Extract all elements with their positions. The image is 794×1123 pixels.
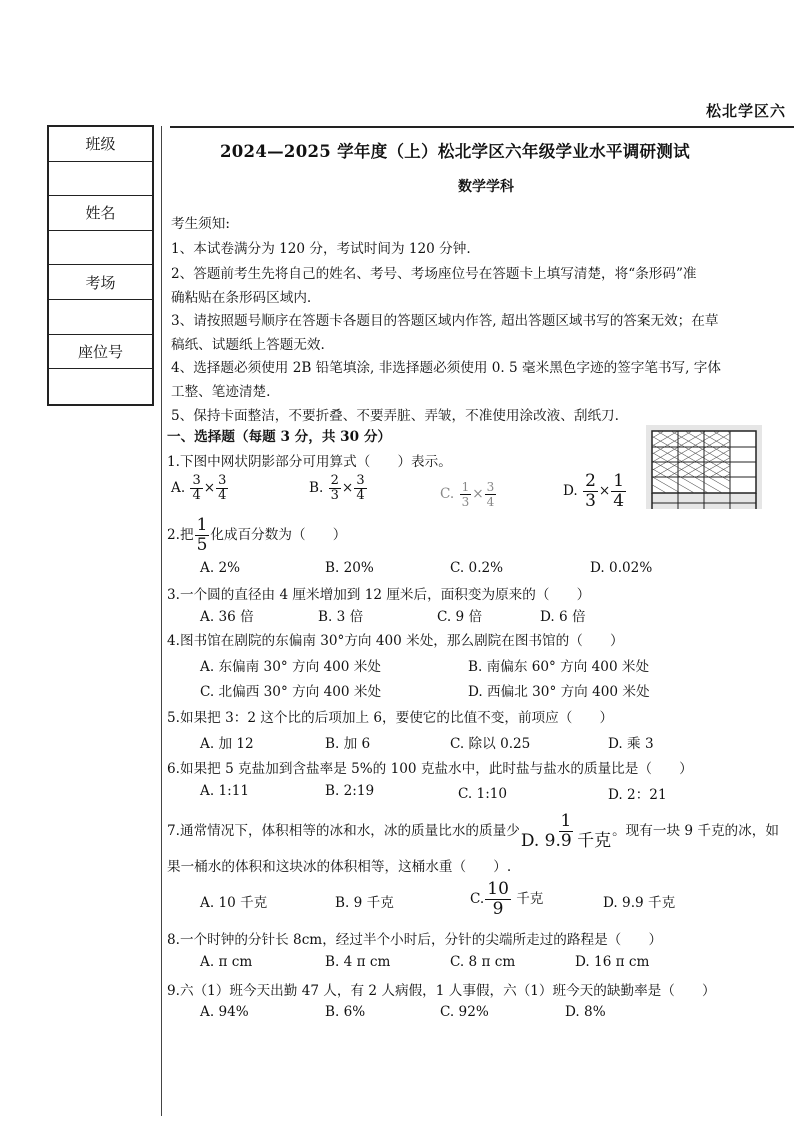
class-label: 班级	[49, 127, 152, 162]
section-heading: 一、选择题（每题 3 分，共 30 分）	[167, 429, 392, 445]
q1-option-c: C. $\frac{1}{3}$ × $\frac{3}{4}$	[440, 480, 495, 509]
q4-option-d: D. 西偏北 30° 方向 400 米处	[468, 684, 650, 700]
exam-room-field[interactable]	[49, 300, 152, 335]
q5-option-c: C. 除以 0.25	[450, 736, 531, 752]
q9-option-d: D. 8%	[565, 1004, 606, 1020]
q3-option-b: B. 3 倍	[318, 609, 364, 625]
q2-option-a: A. 2%	[200, 560, 241, 576]
notice-line: 5、保持卡面整洁，不要折叠、不要弄脏、弄皱，不准使用涂改液、刮纸刀.	[171, 408, 619, 424]
q8-option-c: C. 8 π cm	[450, 954, 516, 970]
q3-option-d: D. 6 倍	[540, 609, 586, 625]
student-info-table	[47, 125, 154, 406]
q3-stem: 3.一个圆的直径由 4 厘米增加到 12 厘米后，面积变为原来的（ ）	[167, 587, 591, 603]
notice-line: 2、答题前考生先将自己的姓名、考号、考场座位号在答题卡上填写清楚，将“条形码”准	[171, 266, 697, 282]
q8-option-a: A. π cm	[200, 954, 253, 970]
seat-field[interactable]	[49, 369, 152, 404]
class-field[interactable]	[49, 162, 152, 197]
exam-room-label: 考场	[49, 265, 152, 300]
notice-line: 1、本试卷满分为 120 分，考试时间为 120 分钟.	[171, 241, 471, 257]
q5-stem: 5.如果把 3：2 这个比的后项加上 6，要使它的比值不变，前项应（ ）	[167, 710, 614, 726]
q2-option-b: B. 20%	[325, 560, 374, 576]
q3-option-c: C. 9 倍	[437, 609, 483, 625]
notice-line: 3、请按照题号顺序在答题卡各题目的答题区域内作答, 超出答题区域书写的答案无效；在草	[171, 313, 719, 329]
q5-option-a: A. 加 12	[200, 736, 254, 752]
q7-option-c: C. $\frac{10}{9}$ 千克	[470, 879, 544, 919]
q5-option-b: B. 加 6	[325, 736, 371, 752]
q1-option-a: A. $\frac{3}{4}$ × $\frac{3}{4}$	[171, 473, 227, 503]
notice-line: 4、选择题必须使用 2B 铅笔填涂, 非选择题必须使用 0. 5 毫米黑色字迹的签字笔书写, 字体	[171, 360, 721, 376]
page-title: 2024—2025 学年度（上）松北学区六年级学业水平调研测试	[220, 142, 690, 161]
binding-rule	[161, 126, 162, 1116]
q6-option-a: A. 1:11	[200, 783, 249, 799]
q2-option-c: C. 0.2%	[450, 560, 504, 576]
q7-stem: 7.通常情况下，体积相等的冰和水，冰的质量比水的质量少 $\frac{1}{\text{D. 9.9 千克}}$ 。现有一块 9 千克的冰，如	[167, 811, 779, 851]
q9-stem: 9.六（1）班今天出勤 47 人，有 2 人病假，1 人事假，六（1）班今天的缺勤率是（ ）	[167, 983, 716, 999]
notice-line: 工整、笔迹清楚.	[171, 384, 271, 400]
q1-hatched-rectangle-figure	[646, 425, 762, 509]
q7-option-d: D. 9.9 千克	[603, 895, 676, 911]
notice-line: 确粘贴在条形码区域内.	[171, 290, 312, 306]
header-right-text: 松北学区六	[706, 102, 787, 120]
q9-option-b: B. 6%	[325, 1004, 366, 1020]
q4-option-c: C. 北偏西 30° 方向 400 米处	[200, 684, 382, 700]
q8-stem: 8.一个时钟的分针长 8cm，经过半个小时后，分针的尖端所走过的路程是（ ）	[167, 932, 663, 948]
name-label: 姓名	[49, 196, 152, 231]
q7-stem-line2: 果一桶水的体积和这块冰的体积相等，这桶水重（ ）.	[167, 859, 512, 875]
q8-option-d: D. 16 π cm	[575, 954, 650, 970]
q6-option-b: B. 2:19	[325, 783, 375, 799]
q9-option-a: A. 94%	[200, 1004, 249, 1020]
q1-stem: 1.下图中网状阴影部分可用算式（ ）表示。	[167, 454, 452, 470]
top-rule	[170, 126, 794, 128]
q9-option-c: C. 92%	[440, 1004, 489, 1020]
q6-stem: 6.如果把 5 克盐加到含盐率是 5%的 100 克盐水中，此时盐与盐水的质量比是（ ）	[167, 761, 693, 777]
q5-option-d: D. 乘 3	[608, 736, 654, 752]
q6-option-c: C. 1:10	[458, 786, 508, 802]
q1-option-d: D. $\frac{2}{3}$ × $\frac{1}{4}$	[563, 471, 625, 511]
subject-title: 数学学科	[458, 179, 514, 195]
q4-option-b: B. 南偏东 60° 方向 400 米处	[468, 659, 650, 675]
name-field[interactable]	[49, 231, 152, 266]
q1-option-b: B. $\frac{2}{3}$ × $\frac{3}{4}$	[309, 473, 365, 503]
q4-stem: 4.图书馆在剧院的东偏南 30°方向 400 米处，那么剧院在图书馆的（ ）	[167, 633, 624, 649]
notice-line: 稿纸、试题纸上答题无效.	[171, 337, 325, 353]
q7-option-b: B. 9 千克	[335, 895, 394, 911]
q2-stem: 2.把 $\frac{1}{5}$ 化成百分数为（ ）	[167, 515, 347, 555]
q4-option-a: A. 东偏南 30° 方向 400 米处	[200, 659, 381, 675]
q3-option-a: A. 36 倍	[200, 609, 254, 625]
notice-heading: 考生须知:	[171, 216, 230, 232]
q7-option-a: A. 10 千克	[200, 895, 268, 911]
q6-option-d: D. 2：21	[608, 787, 667, 803]
seat-label: 座位号	[49, 335, 152, 370]
q2-option-d: D. 0.02%	[590, 560, 653, 576]
q8-option-b: B. 4 π cm	[325, 954, 391, 970]
